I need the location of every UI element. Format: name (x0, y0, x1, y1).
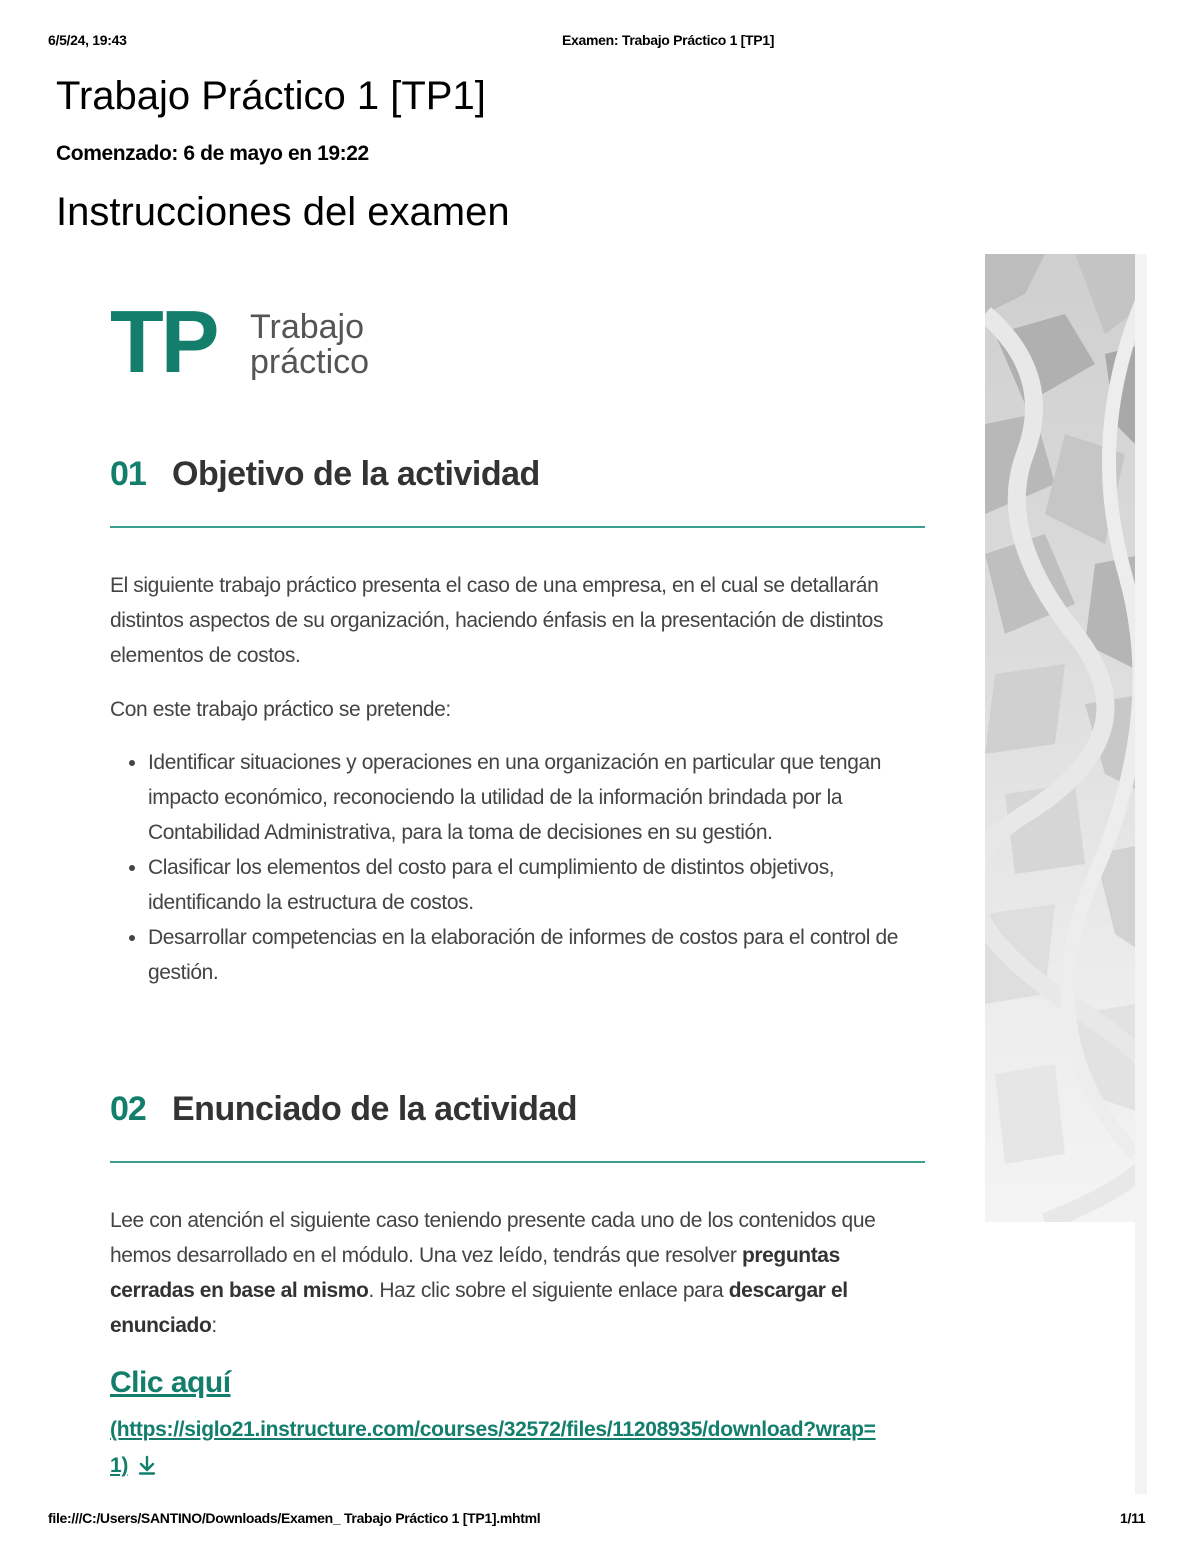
tp-logo-word-practico: práctico (250, 343, 370, 381)
download-icon[interactable] (136, 1452, 158, 1488)
print-page-number: 1/11 (1120, 1510, 1146, 1526)
section2-text-part1: Lee con atención el siguiente caso teniendo presente cada uno de los contenidos que hemos desarrollado en el módulo. Una vez leído, tendrás que resolver (110, 1209, 876, 1267)
started-timestamp: Comenzado: 6 de mayo en 19:22 (56, 142, 369, 165)
download-url-text[interactable]: (https://siglo21.instructure.com/courses/32572/files/11208935/download?wrap=1) (110, 1418, 876, 1477)
section2-text-bold1: preguntas cerradas en base al mismo (110, 1244, 840, 1302)
download-url-link[interactable] (110, 1412, 890, 1488)
decorative-architecture-image (985, 254, 1145, 1222)
page-title: Trabajo Práctico 1 [TP1] (56, 74, 486, 118)
section1-paragraph-intro: El siguiente trabajo práctico presenta el caso de una empresa, en el cual se detallarán distintos aspectos de su organización, haciendo énfasis en la presentación de distintos elementos de costos. (110, 574, 884, 667)
section2-text-bold2: descargar el enunciado (110, 1279, 848, 1337)
print-datetime: 6/5/24, 19:43 (48, 32, 127, 48)
scrollbar-track[interactable] (1135, 254, 1147, 1494)
tp-logo-letters: TP (110, 292, 217, 391)
section2-title: Enunciado de la actividad (172, 1090, 578, 1128)
section1-number: 01 (110, 455, 146, 493)
section2-number: 02 (110, 1090, 146, 1128)
instructions-heading: Instrucciones del examen (56, 190, 510, 234)
list-item: • Identificar situaciones y operaciones en una organización en particular que tengan impacto económico, reconociendo la utilidad de la información brindada por la Contabilidad Administrativa, para la toma de decisiones en su gestión. (148, 745, 920, 850)
section2-divider (110, 1161, 925, 1163)
download-link[interactable]: Clic aquí (110, 1366, 231, 1399)
section2-text-part2: . Haz clic sobre el siguiente enlace para (368, 1279, 729, 1302)
tp-logo-word-trabajo: Trabajo (250, 308, 365, 346)
list-item: • Desarrollar competencias en la elaboración de informes de costos para el control de gestión. (148, 920, 920, 990)
section2-text-part3: : (211, 1314, 217, 1337)
list-item: • Clasificar los elementos del costo para el cumplimiento de distintos objetivos, identificando la estructura de costos. (148, 850, 920, 920)
section1-divider (110, 526, 925, 528)
print-doc-title: Examen: Trabajo Práctico 1 [TP1] (562, 32, 775, 48)
section2-paragraph (110, 1203, 910, 1343)
section1-title: Objetivo de la actividad (172, 455, 540, 493)
section1-paragraph-aim: Con este trabajo práctico se pretende: (110, 698, 451, 721)
goals-list (110, 745, 920, 990)
print-file-path: file:///C:/Users/SANTINO/Downloads/Examen_ Trabajo Práctico 1 [TP1].mhtml (48, 1510, 541, 1526)
